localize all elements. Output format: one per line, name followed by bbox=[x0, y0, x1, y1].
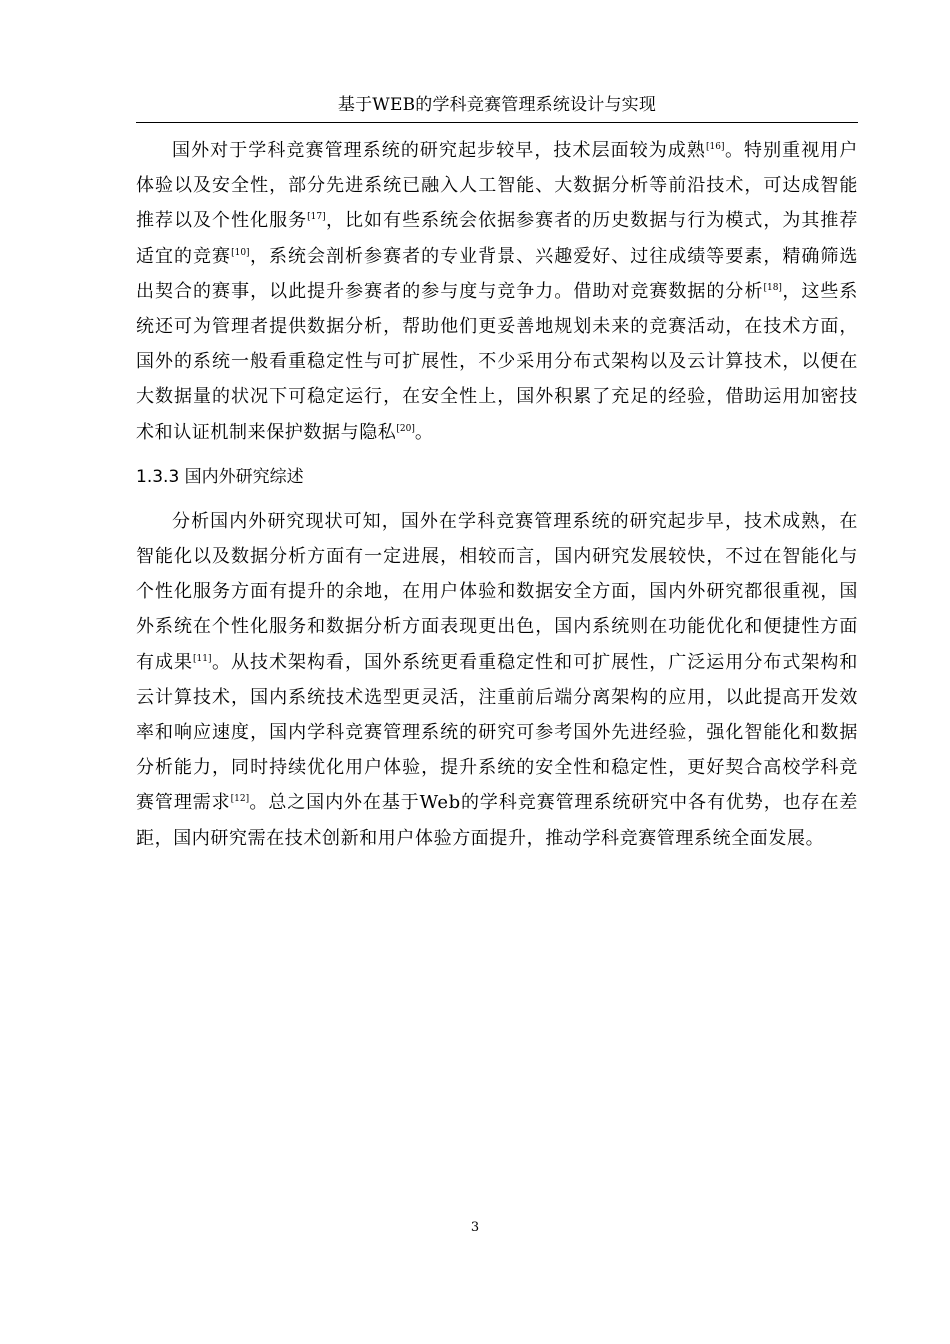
citation-marker: [16] bbox=[706, 142, 725, 152]
paragraph-text-run: 。从技术架构看，国外系统更看重稳定性和可扩展性，广泛运用分布式架构和云计算技术，国内系统技术选型更灵活，注重前后端分离架构的应用，以此提高开发效率和响应速度，国内学科竞赛管理系统的研究可参考国外先进经验，强化智能化和数据分析能力，同时持续优化用户体验，提升系统的安全性和稳定性，更好契合高校学科竞赛管理需求 bbox=[136, 651, 858, 814]
paragraph-text-run: 分析国内外研究现状可知，国外在学科竞赛管理系统的研究起步早，技术成熟，在智能化以及数据分析方面有一定进展，相较而言，国内研究发展较快，不过在智能化与个性化服务方面有提升的余地，在用户体验和数据安全方面，国内外研究都很重视，国外系统在个性化服务和数据分析方面表现更出色，国内系统则在功能优化和便捷性方面有成果 bbox=[136, 510, 858, 673]
paragraph-text-run: ，这些系统还可为管理者提供数据分析，帮助他们更妥善地规划未来的竞赛活动，在技术方面，国外的系统一般看重稳定性与可扩展性，不少采用分布式架构以及云计算技术，以便在大数据量的状况下可稳定运行，在安全性上，国外积累了充足的经验，借助运用加密技术和认证机制来保护数据与隐私 bbox=[136, 280, 859, 443]
citation-marker: [11] bbox=[193, 653, 212, 664]
paragraph-research-summary bbox=[136, 504, 858, 856]
paragraph-text-run: ，系统会剖析参赛者的专业背景、兴趣爱好、过往成绩等要素，精确筛选出契合的赛事，以此提升参赛者的参与度与竞争力。借助对竞赛数据的分析 bbox=[136, 245, 859, 302]
paragraph-text-run: 。特别重视用户体验以及安全性，部分先进系统已融入人工智能、大数据分析等前沿技术，可达成智能推荐以及个性化服务 bbox=[136, 140, 859, 232]
header-rule bbox=[136, 122, 858, 123]
page-number: 3 bbox=[470, 1220, 480, 1235]
paragraph-text-run: 国外对于学科竞赛管理系统的研究起步较早，技术层面较为成熟 bbox=[172, 140, 707, 161]
paragraph-text-run: 。 bbox=[414, 421, 434, 443]
citation-marker: [12] bbox=[230, 794, 250, 805]
citation-marker: [17] bbox=[307, 212, 326, 223]
citation-marker: [20] bbox=[396, 423, 415, 434]
paragraph-text-run: ，比如有些系统会依据参赛者的历史数据与行为模式，为其推荐适宜的竞赛 bbox=[136, 210, 858, 267]
citation-marker: [10] bbox=[231, 247, 250, 258]
section-heading: 1.3.3 国内外研究综述 bbox=[136, 466, 304, 487]
running-header: 基于WEB的学科竞赛管理系统设计与实现 bbox=[337, 95, 657, 115]
page-body bbox=[136, 133, 858, 856]
citation-marker: [18] bbox=[763, 282, 782, 293]
paragraph-text-run: 。总之国内外在基于Web的学科竞赛管理系统研究中各有优势，也存在差距，国内研究需在技术创新和用户体验方面提升，推动学科竞赛管理系统全面发展。 bbox=[136, 792, 859, 849]
paragraph-foreign-research bbox=[136, 133, 858, 450]
